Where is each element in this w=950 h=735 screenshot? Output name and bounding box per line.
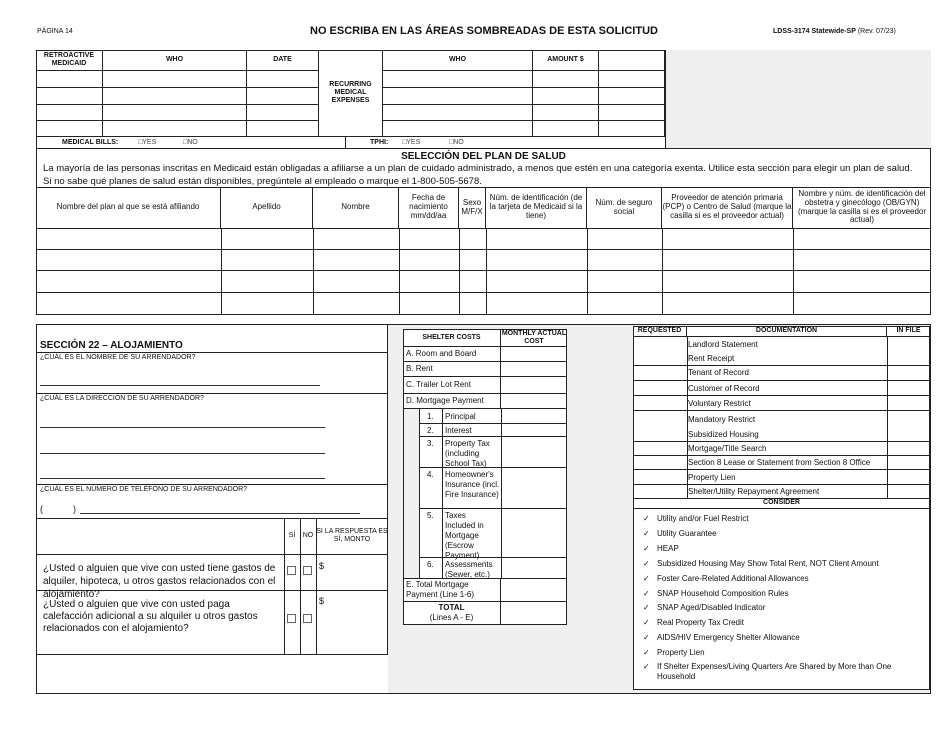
recurring-cell[interactable] <box>383 88 533 105</box>
consider-utility-restrict <box>643 514 749 523</box>
medicaid-cell[interactable] <box>247 71 319 88</box>
checkmark-icon: ✓ <box>643 559 650 568</box>
doc-repayment-agreement: Shelter/Utility Repayment Agreement <box>688 487 820 496</box>
shelter-value-a[interactable] <box>501 347 567 362</box>
tphi-no-label: NO <box>453 139 464 146</box>
shelter-costs-header: SHELTER COSTS <box>403 329 501 347</box>
medicaid-cell[interactable] <box>103 105 247 121</box>
consider-utility-guarantee <box>643 529 717 538</box>
amount-cents-header <box>599 50 665 71</box>
hp-col-line <box>221 228 222 315</box>
tphi-no[interactable]: □NO <box>449 139 464 146</box>
recurring-cell[interactable] <box>599 105 665 121</box>
consider-text: Real Property Tax Credit <box>657 618 744 627</box>
sub-line <box>419 557 567 558</box>
landlord-address-field-1[interactable] <box>40 427 325 428</box>
shelter-value-c[interactable] <box>501 377 567 394</box>
hp-col-ssn: Núm. de seguro social <box>587 187 662 228</box>
consider-snap-aged <box>643 603 765 612</box>
medicaid-cell[interactable] <box>36 88 103 105</box>
hp-col-pcp: Proveedor de atención primaria (PCP) o Centro de Salud (marque la casilla si es el proveedor actual) <box>662 187 793 228</box>
col-no: NO <box>302 532 314 540</box>
housing-line <box>36 352 388 353</box>
landlord-name-field[interactable] <box>40 385 320 386</box>
medicaid-cell[interactable] <box>36 121 103 137</box>
requested-header: REQUESTED <box>633 326 687 337</box>
consider-shared-expenses <box>643 662 913 682</box>
consider-text: SNAP Aged/Disabled Indicator <box>657 603 766 612</box>
tphi-yes[interactable]: □YES <box>402 139 421 146</box>
checkmark-icon: ✓ <box>643 529 650 538</box>
total-subtitle: (Lines A - E) <box>429 613 474 622</box>
hp-row-line <box>36 249 931 250</box>
housing-line <box>36 590 388 591</box>
hp-col-first-name: Nombre <box>313 187 399 228</box>
sub-line <box>419 508 567 509</box>
form-id-number: LDSS-3174 Statewide-SP <box>773 28 856 35</box>
consider-text: SNAP Household Composition Rules <box>657 589 789 598</box>
total-label <box>403 601 501 625</box>
total-title: TOTAL <box>438 603 465 612</box>
shelter-value-d[interactable] <box>501 394 567 409</box>
hp-row-line <box>36 292 931 293</box>
col-amount: SI LA RESPUESTA ES SÍ, MONTO <box>316 528 388 543</box>
medical-bills-row <box>36 137 665 149</box>
consider-text: Subsidized Housing May Show Total Rent, NOT Client Amount <box>657 559 879 568</box>
rent-no-checkbox[interactable] <box>303 566 312 575</box>
consider-text: HEAP <box>657 544 679 553</box>
q-rent: ¿Usted o alguien que vive con usted tiene gastos de alquiler, hipoteca, u otros gastos relacionados con el alojamiento? <box>43 563 276 600</box>
who2-header: WHO <box>383 50 533 71</box>
checkmark-icon: ✓ <box>643 633 650 642</box>
consider-text: Utility Guarantee <box>657 529 717 538</box>
rent-yes-checkbox[interactable] <box>287 566 296 575</box>
doc-property-lien: Property Lien <box>688 473 736 482</box>
checkmark-icon: ✓ <box>643 544 650 553</box>
consider-text: If Shelter Expenses/Living Quarters Are Shared by More than One Household <box>657 662 892 681</box>
form-revision: (Rev. 07/23) <box>857 28 896 35</box>
hp-row-line <box>36 270 931 271</box>
sub-num-3: 3. <box>427 439 434 448</box>
heat-amount[interactable]: $ <box>319 596 325 606</box>
landlord-address-field-3[interactable] <box>40 478 325 479</box>
hp-col-line <box>313 228 314 315</box>
sub-homeowners-insurance: Homeowner's Insurance (incl. Fire Insurance) <box>445 470 500 499</box>
hp-col-line <box>793 228 794 315</box>
sub-line <box>419 467 567 468</box>
sub-line <box>419 436 567 437</box>
recurring-medical-expenses: RECURRING MEDICAL EXPENSES <box>319 50 383 137</box>
medical-bills-label: MEDICAL BILLS: <box>62 139 119 146</box>
consider-foster-care <box>643 574 809 583</box>
hp-col-plan-name: Nombre del plan al que se está afiliando <box>36 187 221 228</box>
tphi-yes-label: YES <box>406 139 421 146</box>
sub-line <box>419 423 567 424</box>
housing-line <box>36 554 388 555</box>
q-landlord-phone: ¿CUÁL ES EL NÚMERO DE TELÉFONO DE SU ARRENDADOR? <box>40 486 248 493</box>
hp-col-birth-date: Fecha de nacimiento mm/dd/aa <box>399 187 459 228</box>
recurring-cell[interactable] <box>533 88 599 105</box>
consider-header: CONSIDER <box>633 498 930 509</box>
housing-line <box>36 393 388 394</box>
hp-col-line <box>587 228 588 315</box>
doc-line <box>633 380 930 381</box>
recurring-cell[interactable] <box>599 71 665 88</box>
medicaid-cell[interactable] <box>247 105 319 121</box>
recurring-cell[interactable] <box>533 71 599 88</box>
sub-num-6: 6. <box>427 560 434 569</box>
doc-landlord-statement: Landlord Statement <box>688 340 758 349</box>
col-si: SÍ <box>288 532 296 540</box>
medicaid-cell[interactable] <box>247 88 319 105</box>
checkmark-icon: ✓ <box>643 648 650 657</box>
documentation-header: DOCUMENTATION <box>687 326 887 337</box>
sub-interest: Interest <box>445 426 472 435</box>
housing-title: SECCIÓN 22 – ALOJAMIENTO <box>40 340 183 351</box>
housing-line <box>36 654 388 655</box>
hp-col-line <box>662 228 663 315</box>
medicaid-cell[interactable] <box>103 71 247 88</box>
q-heat: ¿Usted o alguien que vive con usted paga calefacción adicional a su alquiler u otros gastos relacionados con el alojamiento? <box>43 599 258 634</box>
doc-rent-receipt: Rent Receipt <box>688 354 735 363</box>
doc-voluntary-restrict: Voluntary Restrict <box>688 399 751 408</box>
doc-line <box>633 410 930 411</box>
sub-num-2: 2. <box>427 426 434 435</box>
checkmark-icon: ✓ <box>643 662 650 671</box>
doc-line <box>633 469 930 470</box>
date-header: DATE <box>247 50 319 71</box>
retroactive-medicaid-header: RETROACTIVE MEDICAID <box>36 50 103 71</box>
phone-area-code[interactable]: ( ) <box>40 504 76 514</box>
monthly-cost-header: MONTHLY ACTUAL COST <box>501 329 567 347</box>
doc-col-line <box>887 337 888 498</box>
hp-col-id-number: Núm. de identificación (de la tarjeta de Medicaid si la tiene) <box>486 187 587 228</box>
sub-col-line <box>501 409 502 578</box>
tphi-divider <box>345 137 346 149</box>
doc-line <box>633 365 930 366</box>
shaded-office-area <box>665 50 931 149</box>
heat-no-checkbox[interactable] <box>303 614 312 623</box>
shelter-row-d: D. Mortgage Payment <box>403 394 501 409</box>
checkmark-icon: ✓ <box>643 514 650 523</box>
tphi-label: TPHI: <box>370 139 389 146</box>
medical-bills-no[interactable]: □NO <box>183 139 198 146</box>
form-title: NO ESCRIBA EN LAS ÁREAS SOMBREADAS DE ESTA SOLICITUD <box>310 25 658 37</box>
consider-subsidized-total-rent <box>643 559 879 568</box>
amount-header: AMOUNT $ <box>533 50 599 71</box>
q-landlord-address: ¿CUÁL ES LA DIRECCIÓN DE SU ARRENDADOR? <box>40 395 204 402</box>
recurring-cell[interactable] <box>383 121 533 137</box>
recurring-cell[interactable] <box>383 105 533 121</box>
landlord-address-field-2[interactable] <box>40 453 325 454</box>
sub-assessments: Assessments (Sewer, etc.) <box>445 560 493 579</box>
sub-indent <box>404 409 419 578</box>
hp-col-line <box>486 228 487 315</box>
health-plan-title: SELECCIÓN DEL PLAN DE SALUD <box>401 151 566 162</box>
housing-line <box>36 484 388 485</box>
medicaid-cell[interactable] <box>36 71 103 88</box>
medicaid-cell[interactable] <box>36 105 103 121</box>
recurring-cell[interactable] <box>533 105 599 121</box>
recurring-cell[interactable] <box>599 121 665 137</box>
consider-snap-household <box>643 589 788 598</box>
consider-text: Utility and/or Fuel Restrict <box>657 514 749 523</box>
consider-text: AIDS/HIV Emergency Shelter Allowance <box>657 633 800 642</box>
form-id <box>773 28 896 35</box>
recurring-cell[interactable] <box>533 121 599 137</box>
doc-line <box>633 441 930 442</box>
doc-mandatory-restrict: Mandatory Restrict <box>688 415 756 424</box>
who-header: WHO <box>103 50 247 71</box>
hp-row-line <box>36 228 931 229</box>
sub-property-tax: Property Tax (including School Tax) <box>445 439 490 468</box>
hp-col-sex: Sexo M/F/X <box>459 187 486 228</box>
landlord-phone-field[interactable] <box>80 513 360 514</box>
consider-property-tax-credit <box>643 618 744 627</box>
sub-num-4: 4. <box>427 470 434 479</box>
consider-text: Foster Care-Related Additional Allowances <box>657 574 809 583</box>
sub-principal: Principal <box>445 412 476 421</box>
consider-text: Property Lien <box>657 648 705 657</box>
checkmark-icon: ✓ <box>643 603 650 612</box>
doc-line <box>633 455 930 456</box>
shelter-row-a: A. Room and Board <box>403 347 501 362</box>
hp-col-line <box>459 228 460 315</box>
doc-customer-of-record: Customer of Record <box>688 384 760 393</box>
shelter-value-b[interactable] <box>501 362 567 377</box>
doc-line <box>633 395 930 396</box>
in-file-header: IN FILE <box>887 326 930 337</box>
sub-col-line <box>419 409 420 578</box>
medicaid-cell[interactable] <box>103 121 247 137</box>
checkmark-icon: ✓ <box>643 618 650 627</box>
consider-aids-hiv <box>643 633 800 642</box>
consider-property-lien <box>643 648 705 657</box>
shelter-row-b: B. Rent <box>403 362 501 377</box>
health-plan-intro: La mayoría de las personas inscritas en Medicaid están obligadas a afiliarse a un plan de cuidado administrado, a menos que estén en una categoría exenta. Utilice esta sección para elegir un plan de salud. Si no sabe qué planes de salud están disponibles, pregúntele al empleado o marque el 1-800-505-5678. <box>43 163 913 187</box>
page-number: PÁGINA 14 <box>37 28 73 35</box>
doc-line <box>633 484 930 485</box>
sub-num-5: 5. <box>427 511 434 520</box>
hp-col-line <box>399 228 400 315</box>
heat-yes-checkbox[interactable] <box>287 614 296 623</box>
sub-num-1: 1. <box>427 412 434 421</box>
doc-subsidized-housing: Subsidized Housing <box>688 430 759 439</box>
medical-bills-yes-label: YES <box>142 139 157 146</box>
medicaid-cell[interactable] <box>103 88 247 105</box>
shelter-row-c: C. Trailer Lot Rent <box>403 377 501 394</box>
hp-col-last-name: Apellido <box>221 187 313 228</box>
q-landlord-name: ¿CUÁL ES EL NOMBRE DE SU ARRENDADOR? <box>40 354 196 361</box>
total-mortgage-label: E. Total Mortgage Payment (Line 1-6) <box>403 578 501 601</box>
medical-bills-yes[interactable]: □YES <box>138 139 157 146</box>
checkmark-icon: ✓ <box>643 574 650 583</box>
recurring-cell[interactable] <box>599 88 665 105</box>
sub-col-line <box>442 409 443 578</box>
consider-heap <box>643 544 679 553</box>
medicaid-cell[interactable] <box>247 121 319 137</box>
sub-escrow-taxes: Taxes Included in Mortgage (Escrow Payment) <box>445 511 484 560</box>
doc-tenant-of-record: Tenant of Record <box>688 368 749 377</box>
recurring-cell[interactable] <box>383 71 533 88</box>
hp-col-obgyn: Nombre y núm. de identificación del obstetra y ginecólogo (OB/GYN) (marque la casilla si es el proveedor actual) <box>797 188 927 225</box>
doc-mortgage-title-search: Mortgage/Title Search <box>688 444 767 453</box>
doc-section8-lease: Section 8 Lease or Statement from Section 8 Office <box>688 458 871 467</box>
rent-amount[interactable]: $ <box>319 561 325 571</box>
checkmark-icon: ✓ <box>643 589 650 598</box>
medical-bills-no-label: NO <box>187 139 198 146</box>
